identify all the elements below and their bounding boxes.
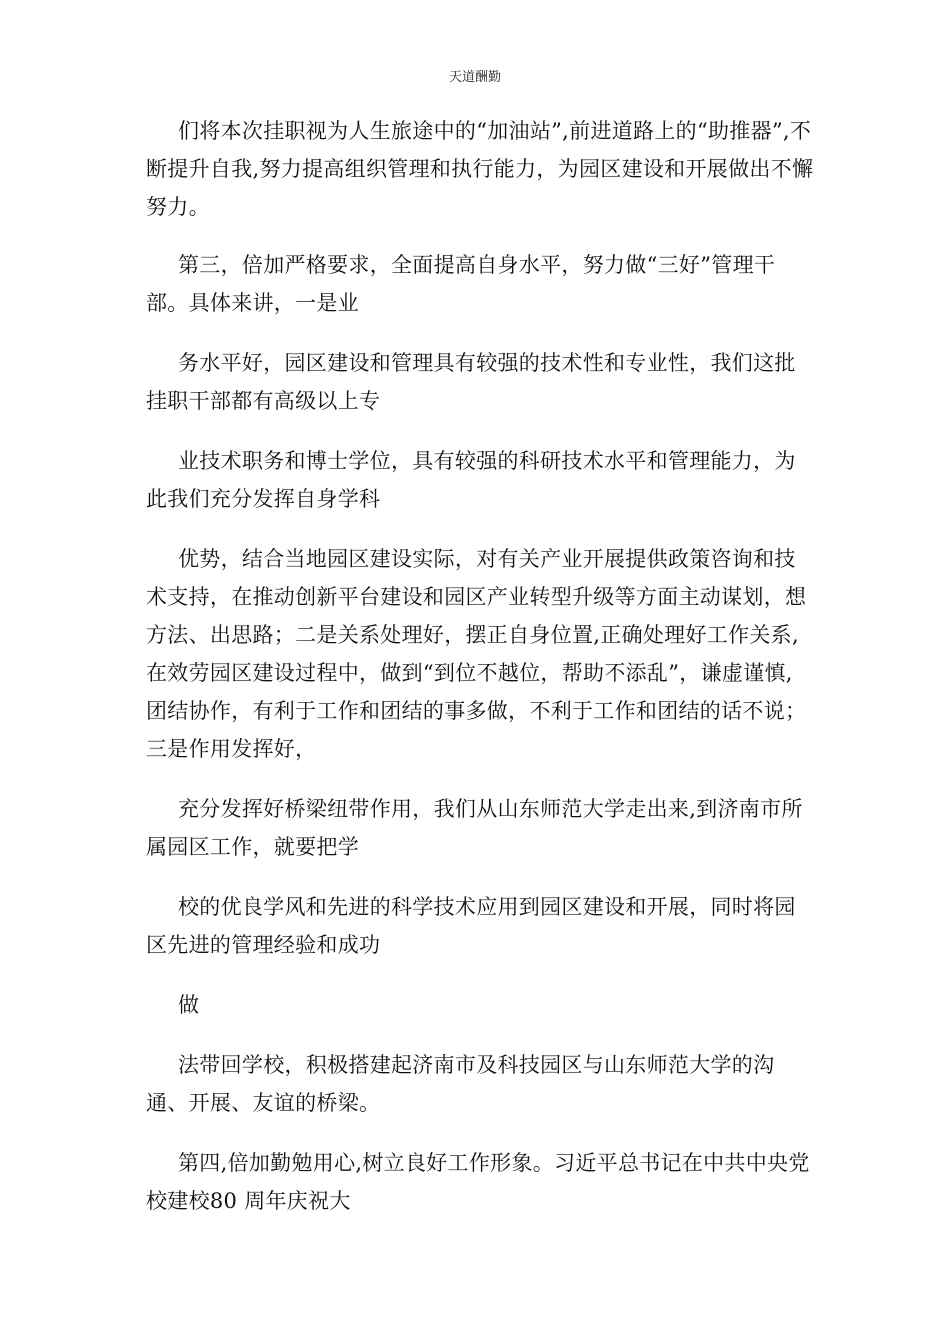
paragraph-7: 校的优良学风和先进的科学技术应用到园区建设和开展，同时将园区先进的管理经验和成功 <box>146 895 796 957</box>
paragraph-9: 法带回学校，积极搭建起济南市及科技园区与山东师范大学的沟通、开展、友谊的桥梁。 <box>146 1053 775 1115</box>
paragraph-4: 业技术职务和博士学位，具有较强的科研技术水平和管理能力，为此我们充分发挥自身学科 <box>146 449 796 511</box>
paragraph-5: 优势，结合当地园区建设实际，对有关产业开展提供政策咨询和技术支持，在推动创新平台建设和园区产业转型升级等方面主动谋划，想方法、出思路；二是关系处理好，摆正自身位置,正确处理好工作关系,在效劳园区建设过程中，做到“到位不越位，帮助不添乱”，谦虚谨慎,团结协作，有利于工作和团结的事多做，不利于工作和团结的话不说；三是作用发挥好， <box>146 547 807 761</box>
document-body <box>146 112 814 1242</box>
paragraph-10: 第四,倍加勤勉用心,树立良好工作形象。习近平总书记在中共中央党校建校80 周年庆祝大 <box>146 1151 810 1213</box>
paragraph-8: 做 <box>178 993 200 1017</box>
paragraph-6: 充分发挥好桥梁纽带作用，我们从山东师范大学走出来,到济南市所属园区工作，就要把学 <box>146 797 803 859</box>
paragraph-1: 们将本次挂职视为人生旅途中的“加油站”,前进道路上的“助推器”,不断提升自我,努力提高组织管理和执行能力，为园区建设和开展做出不懈努力。 <box>146 119 814 219</box>
page-header: 天道酬勤 <box>448 70 501 85</box>
paragraph-3: 务水平好，园区建设和管理具有较强的技术性和专业性，我们这批挂职干部都有高级以上专 <box>146 351 796 413</box>
paragraph-2: 第三，倍加严格要求，全面提高自身水平，努力做“三好”管理干部。具体来讲，一是业 <box>146 253 776 315</box>
